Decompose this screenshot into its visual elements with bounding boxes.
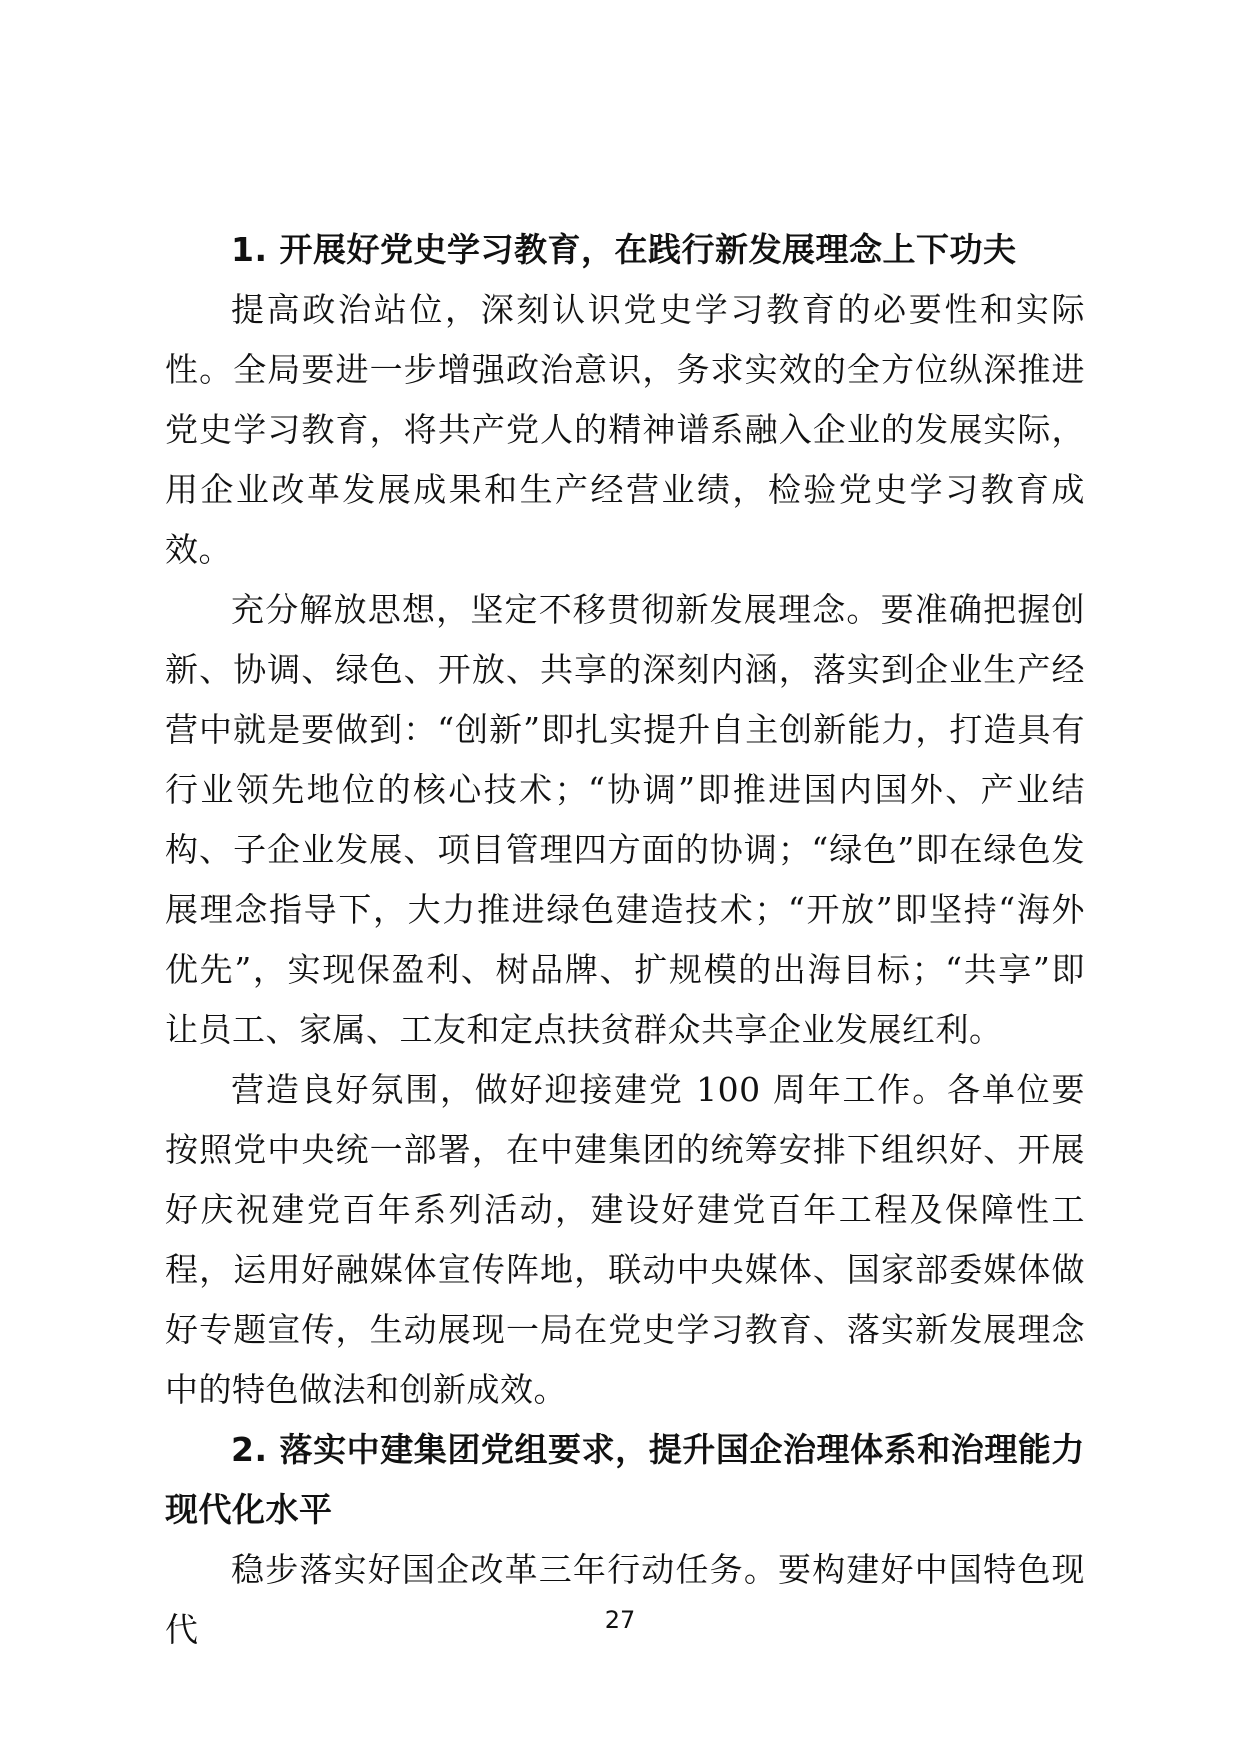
page-content xyxy=(165,220,1085,1660)
paragraph-4: 稳步落实好国企改革三年行动任务。要构建好中国特色现代 xyxy=(165,1550,1085,1649)
paragraph-1: 提高政治站位，深刻认识党史学习教育的必要性和实际性。全局要进一步增强政治意识，务求实效的全方位纵深推进党史学习教育，将共产党人的精神谱系融入企业的发展实际，用企业改革发展成果和生产经营业绩，检验党史学习教育成效。 xyxy=(165,290,1085,569)
paragraph-3: 营造良好氛围，做好迎接建党 100 周年工作。各单位要按照党中央统一部署，在中建集团的统筹安排下组织好、开展好庆祝建党百年系列活动，建设好建党百年工程及保障性工程，运用好融媒体宣传阵地，联动中央媒体、国家部委媒体做好专题宣传，生动展现一局在党史学习教育、落实新发展理念中的特色做法和创新成效。 xyxy=(165,1070,1085,1409)
paragraph-2: 充分解放思想，坚定不移贯彻新发展理念。要准确把握创新、协调、绿色、开放、共享的深刻内涵，落实到企业生产经营中就是要做到：“创新”即扎实提升自主创新能力，打造具有行业领先地位的核心技术；“协调”即推进国内国外、产业结构、子企业发展、项目管理四方面的协调；“绿色”即在绿色发展理念指导下，大力推进绿色建造技术；“开放”即坚持“海外优先”，实现保盈利、树品牌、扩规模的出海目标；“共享”即让员工、家属、工友和定点扶贫群众共享企业发展红利。 xyxy=(165,590,1085,1049)
page-number: 27 xyxy=(604,1606,636,1634)
section-heading-1: 1. 开展好党史学习教育，在践行新发展理念上下功夫 xyxy=(231,230,1017,269)
section-heading-2: 2. 落实中建集团党组要求，提升国企治理体系和治理能力现代化水平 xyxy=(165,1430,1085,1529)
